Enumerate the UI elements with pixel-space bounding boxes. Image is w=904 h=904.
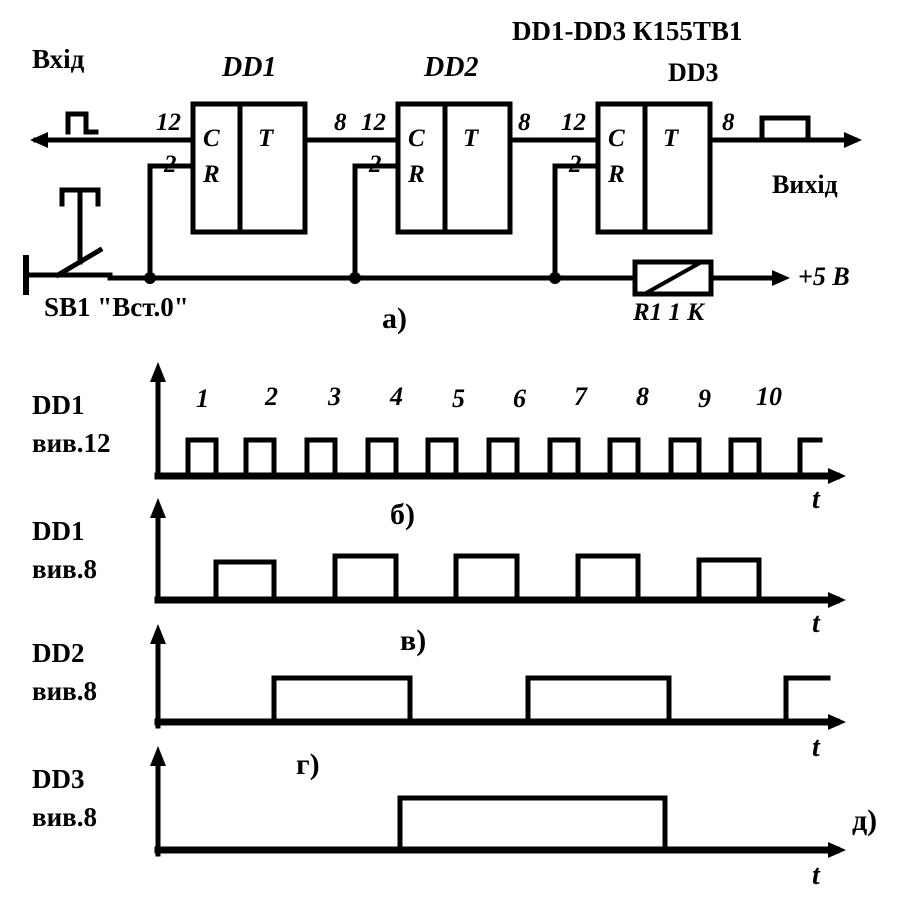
axis-label-t-1: t bbox=[812, 484, 820, 515]
pin-in-dd2: 12 bbox=[361, 109, 386, 136]
pulse-number-7: 7 bbox=[574, 382, 587, 411]
pin-r-dd1: 2 bbox=[164, 151, 177, 178]
caption-a: а) bbox=[382, 302, 407, 335]
block-c-dd1: C bbox=[203, 125, 220, 152]
row-label-2-name: DD1 bbox=[32, 516, 85, 546]
chip-type-note: DD1-DD3 К155ТВ1 bbox=[512, 16, 743, 46]
pulse-number-8: 8 bbox=[636, 382, 649, 411]
chip-label-dd3: DD3 bbox=[668, 58, 719, 87]
pulse-number-3: 3 bbox=[328, 382, 341, 411]
pin-out-dd3: 8 bbox=[722, 109, 735, 136]
chip-label-dd1: DD1 bbox=[222, 52, 277, 83]
input-label: Вхід bbox=[32, 44, 85, 74]
pin-r-dd2: 2 bbox=[369, 151, 382, 178]
caption-v: в) bbox=[400, 624, 427, 657]
pin-out-dd2: 8 bbox=[518, 109, 531, 136]
button-label-sb1: SB1 "Вст.0" bbox=[44, 292, 189, 322]
row-label-4-pin: вив.8 bbox=[32, 802, 97, 832]
block-t-dd2: T bbox=[463, 125, 479, 152]
pulse-number-4: 4 bbox=[390, 382, 403, 411]
pulse-number-6: 6 bbox=[513, 384, 526, 413]
pulse-number-1: 1 bbox=[196, 384, 209, 413]
row-label-1-pin: вив.12 bbox=[32, 428, 111, 458]
pulse-number-5: 5 bbox=[452, 384, 465, 413]
block-r-dd3: R bbox=[608, 161, 625, 188]
caption-d: д) bbox=[852, 804, 878, 837]
pin-out-dd1: 8 bbox=[334, 109, 347, 136]
axis-label-t-4: t bbox=[812, 860, 820, 891]
block-c-dd3: C bbox=[608, 125, 625, 152]
supply-label: +5 В bbox=[798, 262, 850, 291]
resistor-label-r1: R1 1 К bbox=[633, 299, 705, 326]
caption-g: г) bbox=[296, 748, 320, 781]
block-r-dd1: R bbox=[203, 161, 220, 188]
block-r-dd2: R bbox=[408, 161, 425, 188]
block-t-dd1: T bbox=[258, 125, 274, 152]
row-label-4-name: DD3 bbox=[32, 764, 85, 794]
pin-r-dd3: 2 bbox=[569, 151, 582, 178]
axis-label-t-2: t bbox=[812, 608, 820, 639]
pulse-number-2: 2 bbox=[265, 382, 278, 411]
row-label-3-pin: вив.8 bbox=[32, 676, 97, 706]
pulse-number-10: 10 bbox=[756, 382, 782, 411]
row-label-2-pin: вив.8 bbox=[32, 554, 97, 584]
row-label-1-name: DD1 bbox=[32, 390, 85, 420]
pin-in-dd1: 12 bbox=[156, 109, 181, 136]
block-c-dd2: C bbox=[408, 125, 425, 152]
pulse-number-9: 9 bbox=[698, 384, 711, 413]
pin-in-dd3: 12 bbox=[561, 109, 586, 136]
row-label-3-name: DD2 bbox=[32, 638, 85, 668]
chip-label-dd2: DD2 bbox=[424, 52, 479, 83]
output-label: Вихід bbox=[772, 170, 838, 199]
block-t-dd3: T bbox=[663, 125, 679, 152]
caption-b: б) bbox=[390, 498, 415, 531]
axis-label-t-3: t bbox=[812, 732, 820, 763]
